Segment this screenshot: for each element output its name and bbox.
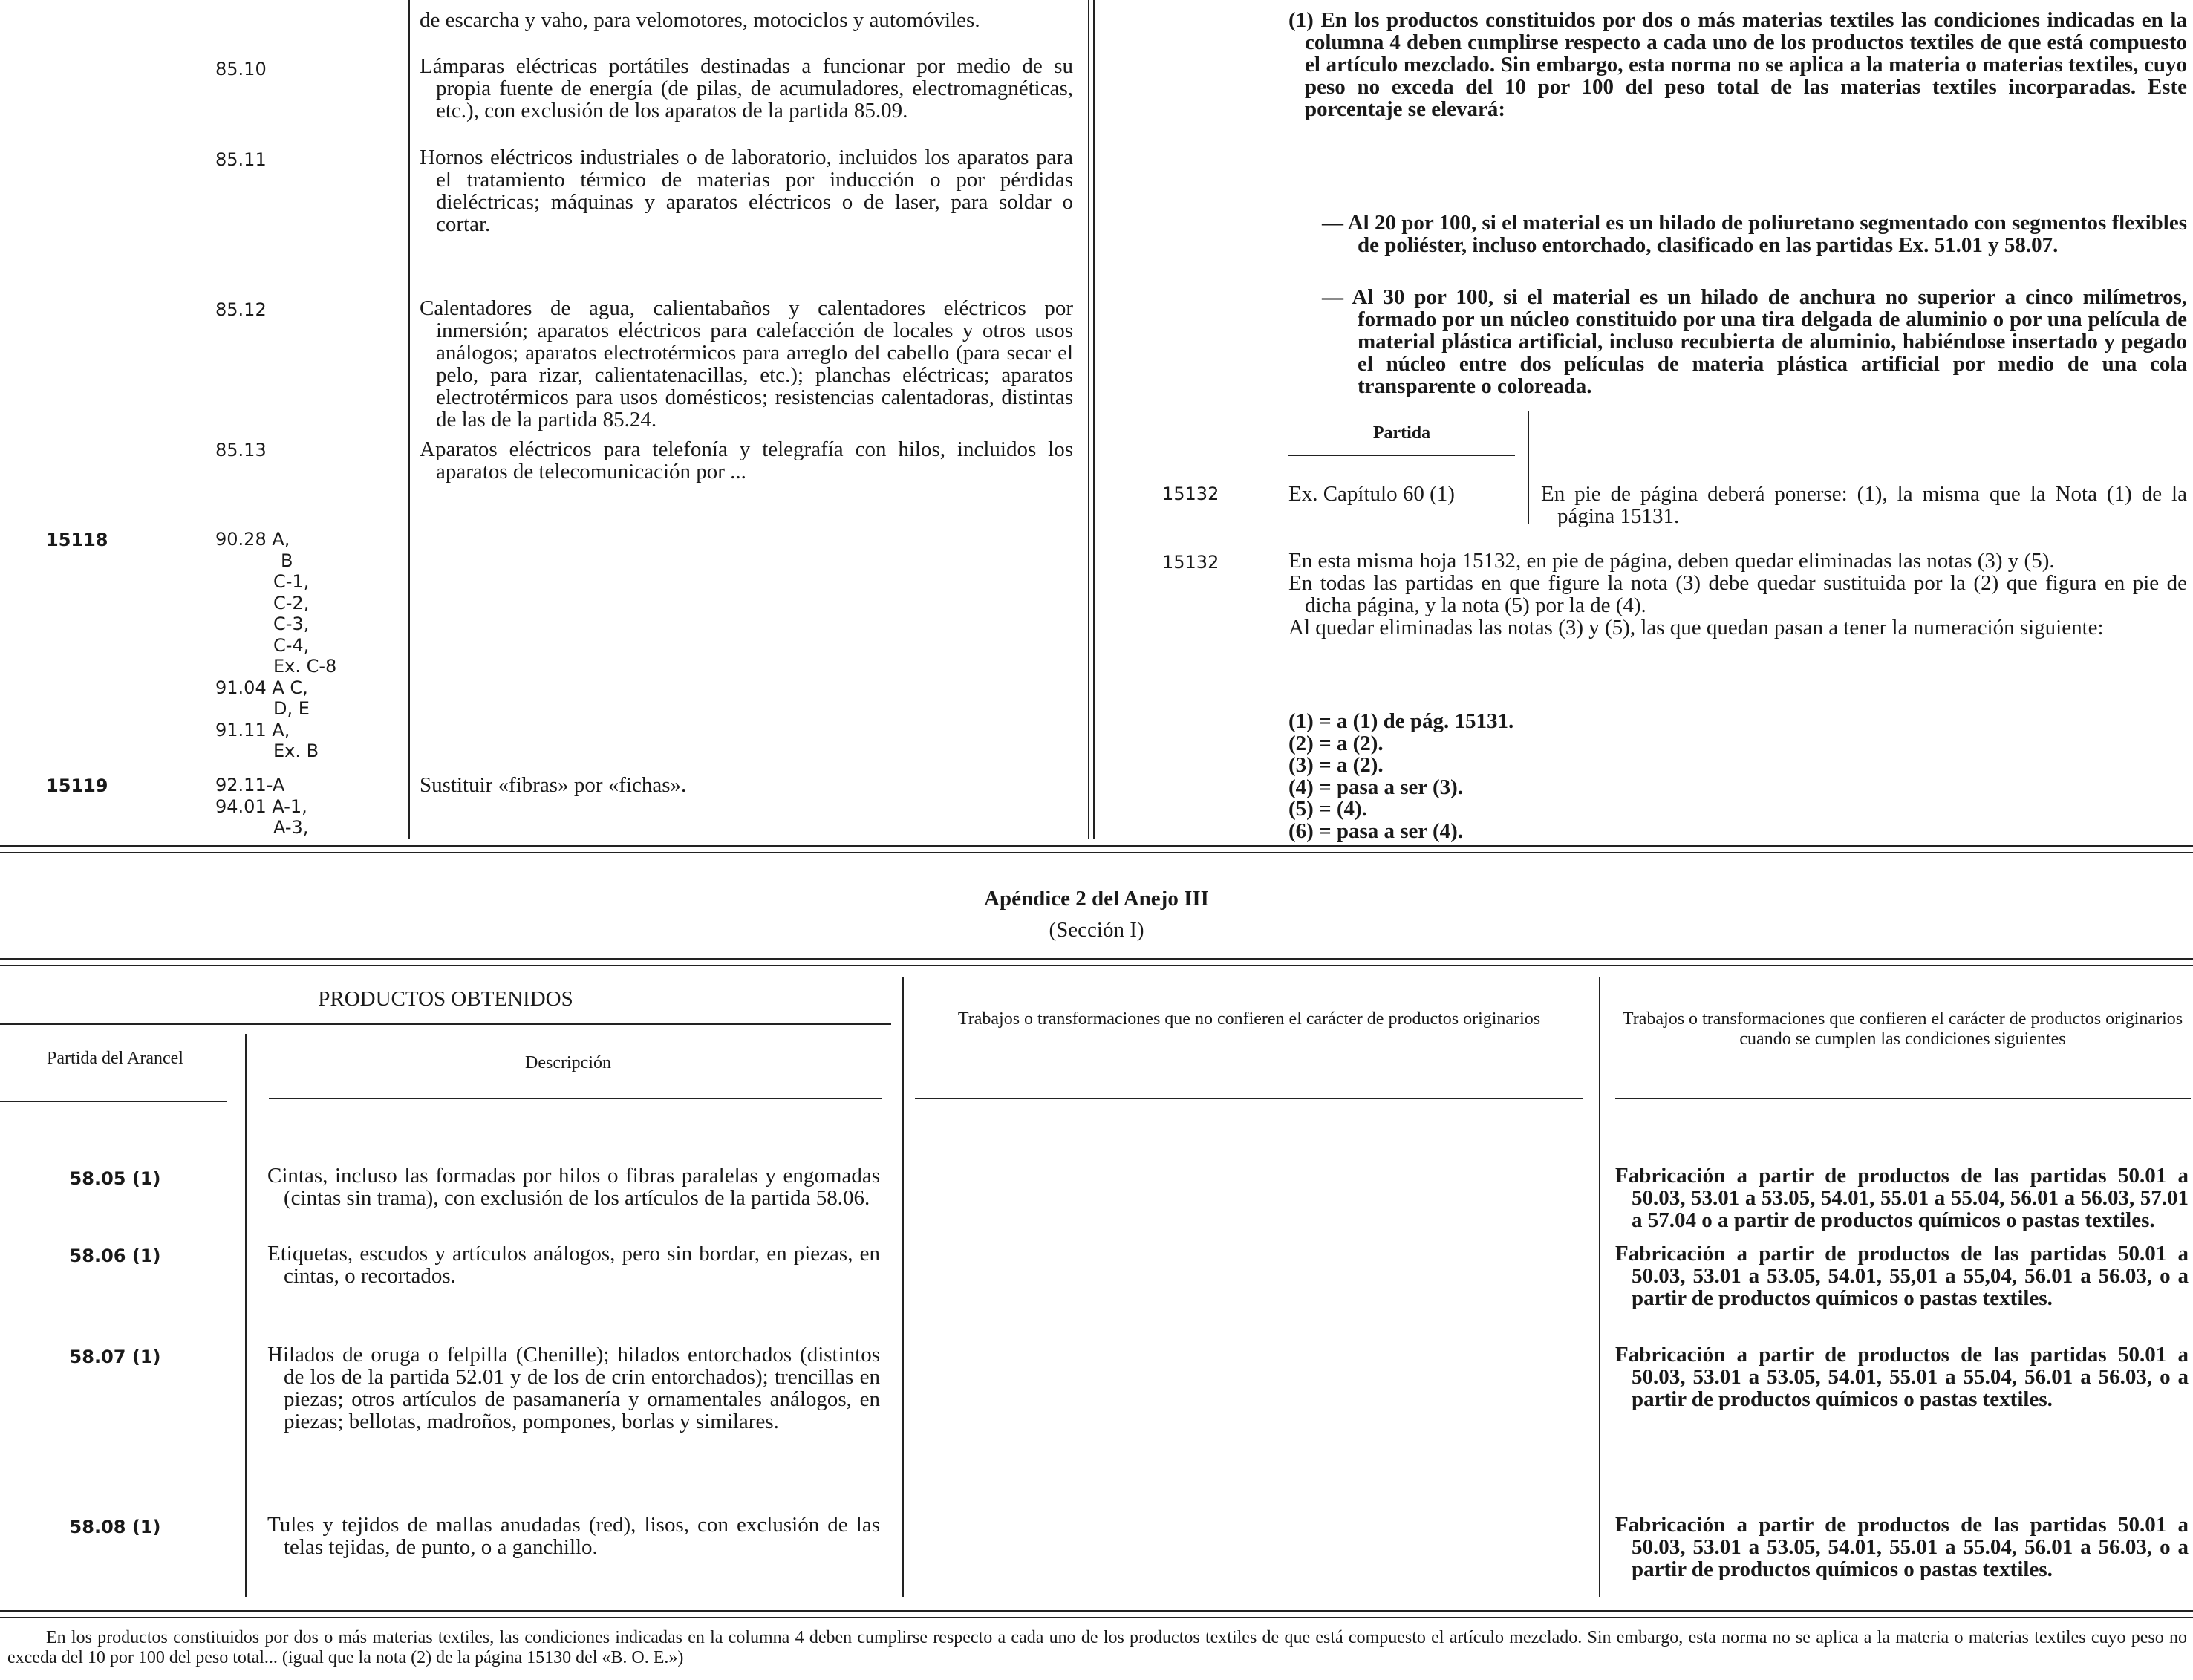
col-rule-2: [902, 977, 904, 1597]
table-row-58-06-descripcion: Etiquetas, escudos y artículos análogos, pero sin bordar, en piezas, en cintas, o recortados.: [267, 1242, 880, 1288]
top-left-col-rule: [408, 0, 410, 839]
table-row-58-08-partida: 58.08 (1): [69, 1517, 161, 1537]
header-confieren: Trabajos o transformaciones que confieren el carácter de productos originarios cuando se cumplen las condiciones siguientes: [1622, 1009, 2183, 1049]
partida-85-11: 85.11: [215, 149, 267, 170]
row1-text: En pie de página deberá ponerse: (1), la misma que la Nota (1) de la página 15131.: [1541, 482, 2187, 528]
col-rule-3: [1599, 977, 1600, 1597]
partida-header: Partida: [1372, 423, 1431, 443]
top-center-rule-a: [1088, 0, 1089, 839]
appendix-title: Apéndice 2 del Anejo III: [984, 887, 1209, 911]
row1-hoja: 15132: [1162, 484, 1219, 504]
hoja-15118: 15118: [46, 530, 108, 550]
desc-85-11: Hornos eléctricos industriales o de laboratorio, incluidos los aparatos para el tratamiento térmico de materias por inducción o por pérdidas dieléctricas; máquinas y aparatos eléctricos o de laser, para soldar o cortar.: [420, 146, 1073, 236]
header-rule-descripcion: [269, 1098, 882, 1099]
table-row-58-07-descripcion: Hilados de oruga o felpilla (Chenille); hilados entorchados (distintos de los de la partida 52.01 y de los de crin entorchados); trencillas en piezas; otros artículos de pasamanería y ornamentales análogos, en piezas; bellotas, madroños, pompones, borlas y similares.: [267, 1343, 880, 1433]
codes-15118: 90.28 A, B C-1, C-2, C-3, C-4, Ex. C-8 91.04 A C, D, E 91.11 A, Ex. B: [215, 529, 337, 761]
table-row-58-07-confieren: Fabricación a partir de productos de las partidas 50.01 a 50.03, 53.01 a 53.05, 54.01, 55.01 a 55.04, 56.01 a 56.03, o a partir de productos químicos o pastas textiles.: [1615, 1343, 2189, 1411]
row-continuation-text: de escarcha y vaho, para velomotores, motociclos y automóviles.: [420, 8, 980, 32]
header-group-rule: [0, 1023, 891, 1025]
table-row-58-05-descripcion: Cintas, incluso las formadas por hilos o fibras paralelas y engomadas (cintas sin trama), con exclusión de los artículos de la partida 58.06.: [267, 1164, 880, 1210]
partida-col-rule: [1528, 411, 1529, 524]
row1-partida: Ex. Capítulo 60 (1): [1288, 482, 1455, 506]
top-center-rule-b: [1093, 0, 1095, 839]
desc-85-10: Lámparas eléctricas portátiles destinadas a funcionar por medio de su propia fuente de energía (de pilas, de acumuladores, electromagnéticas, etc.), con exclusión de los aparatos de la partida 85.09.: [420, 54, 1073, 123]
header-productos-obtenidos: PRODUCTOS OBTENIDOS: [318, 987, 573, 1011]
appendix-subtitle: (Sección I): [1049, 918, 1144, 942]
note-1-dash-20: — Al 20 por 100, si el material es un hilado de poliuretano segmentado con segmentos flexibles de poliéster, incluso entorchado, clasificado en las partidas Ex. 51.01 y 58.07.: [1322, 211, 2187, 257]
header-rule-partida: [0, 1101, 227, 1102]
table-row-58-06-partida: 58.06 (1): [69, 1246, 161, 1266]
note-1-intro: (1) En los productos constituidos por dos o más materias textiles las condiciones indicadas en la columna 4 deben cumplirse respecto a cada uno de los productos textiles de que está compuesto el artículo mezclado. Sin embargo, esta norma no se aplica a la materia o materias textiles, cuyo peso no exceda del 10 por 100 del peso total de las materias textiles incorparadas. Este porcentaje se elevará:: [1288, 8, 2187, 121]
table-row-58-07-partida: 58.07 (1): [69, 1347, 161, 1367]
partida-85-13: 85.13: [215, 440, 267, 460]
desc-85-12: Calentadores de agua, calientabaños y calentadores eléctricos por inmersión; aparatos eléctricos para calefacción de locales y otros usos análogos; aparatos electrotérmicos para arreglo del cabello (para secar el pelo, para rizar, calientatenacillas, etc.); planchas eléctricas; aparatos electrotérmicos para usos domésticos; resistencias calentadoras, distintas de las de la partida 85.24.: [420, 296, 1073, 432]
table-top-rule-a: [0, 958, 2193, 960]
row2-text: En esta misma hoja 15132, en pie de página, deben quedar eliminadas las notas (3) y (5). En todas las partidas en que figure la nota (3) debe quedar sustituida por la (2) que figura en pie de dicha página, y la nota (5) por la de (4). Al quedar eliminadas las notas (3) y (5), las que quedan pasan a tener la numeración siguiente:: [1288, 549, 2187, 639]
partida-85-12: 85.12: [215, 299, 267, 320]
header-partida: Partida del Arancel: [47, 1049, 183, 1068]
table-row-58-08-confieren: Fabricación a partir de productos de las partidas 50.01 a 50.03, 53.01 a 53.05, 54.01, 55.01 a 55.04, 56.01 a 56.03, o a partir de productos químicos o pastas textiles.: [1615, 1513, 2189, 1581]
table-bottom-rule-a: [0, 1610, 2193, 1612]
section-separator-a: [0, 845, 2193, 847]
table-row-58-06-confieren: Fabricación a partir de productos de las partidas 50.01 a 50.03, 53.01 a 53.05, 54.01, 55,01 a 55,04, 56.01 a 56.03, o a partir de productos químicos o pastas textiles.: [1615, 1242, 2189, 1310]
partida-85-10: 85.10: [215, 59, 267, 79]
renumbering-list: (1) = a (1) de pág. 15131. (2) = a (2). (3) = a (2). (4) = pasa a ser (3). (5) = (4). (6) = pasa a ser (4).: [1288, 709, 1514, 843]
section-separator-b: [0, 852, 2193, 853]
col-rule-1: [245, 1034, 247, 1597]
note-1-dash-30: — Al 30 por 100, si el material es un hilado de anchura no superior a cinco milímetros, formado por un núcleo constituido por una tira delgada de aluminio o por una película de material plástica artificial, incluso recubierta de aluminio, habiéndose insertado y pegado el núcleo entre dos películas de materia plástica artificial por medio de una cola transparente o coloreada.: [1322, 285, 2187, 398]
partida-header-rule: [1288, 455, 1515, 456]
table-top-rule-b: [0, 965, 2193, 966]
header-rule-no-confieren: [915, 1098, 1583, 1099]
footnote: En los productos constituidos por dos o más materias textiles, las condiciones indicadas en la columna 4 deben cumplirse respecto a cada uno de los productos textiles de que está compuesto el artículo mezclado. Sin embargo, esta norma no se aplica a la materia o materias textiles cuyo peso no exceda del 10 por 100 del peso total... (igual que la nota (2) de la página 15130 del «B. O. E.»): [7, 1628, 2187, 1667]
desc-85-13: Aparatos eléctricos para telefonía y telegrafía con hilos, incluidos los aparatos de telecomunicación por ...: [420, 437, 1073, 484]
text-15119: Sustituir «fibras» por «fichas».: [420, 773, 687, 797]
table-bottom-rule-b: [0, 1617, 2193, 1618]
header-descripcion: Descripción: [525, 1053, 611, 1072]
hoja-15119: 15119: [46, 775, 108, 796]
row2-hoja: 15132: [1162, 552, 1219, 573]
header-rule-confieren: [1615, 1098, 2191, 1099]
header-no-confieren: Trabajos o transformaciones que no confieren el carácter de productos originarios: [957, 1009, 1541, 1029]
codes-15119: 92.11-A 94.01 A-1, A-3,: [215, 775, 309, 838]
table-row-58-05-confieren: Fabricación a partir de productos de las partidas 50.01 a 50.03, 53.01 a 53.05, 54.01, 55.01 a 55.04, 56.01 a 56.03, 57.01 a 57.04 o a partir de productos químicos o pastas textiles.: [1615, 1164, 2189, 1232]
table-row-58-05-partida: 58.05 (1): [69, 1168, 161, 1189]
table-row-58-08-descripcion: Tules y tejidos de mallas anudadas (red), lisos, con exclusión de las telas tejidas, de punto, o a ganchillo.: [267, 1513, 880, 1559]
